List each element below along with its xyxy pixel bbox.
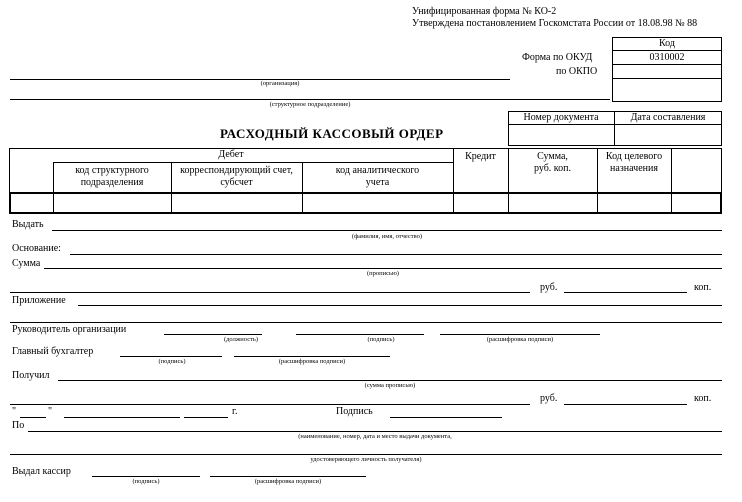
received-sum-caption: (сумма прописью) bbox=[364, 382, 416, 389]
received-sum-field-2[interactable] bbox=[10, 404, 530, 405]
recipient-signature-field[interactable] bbox=[390, 417, 502, 418]
cashier-decode-caption: (расшифровка подписи) bbox=[254, 478, 322, 485]
date-day-field[interactable] bbox=[20, 417, 46, 418]
doc-box-divider bbox=[508, 124, 722, 125]
sum-words-caption: (прописью) bbox=[367, 270, 399, 277]
by-label: По bbox=[12, 420, 25, 431]
head-position-field[interactable] bbox=[164, 334, 262, 335]
sum-label: Сумма bbox=[12, 258, 41, 269]
quote-open: " bbox=[12, 406, 17, 417]
received-rub-label: руб. bbox=[540, 393, 558, 404]
basis-label: Основание: bbox=[12, 243, 61, 254]
codes-divider-2 bbox=[612, 64, 722, 65]
organization-caption: (организация) bbox=[260, 80, 300, 87]
chief-accountant-label: Главный бухгалтер bbox=[12, 346, 94, 357]
head-signature-field[interactable] bbox=[296, 334, 424, 335]
sum-header-2: руб. коп. bbox=[533, 163, 572, 174]
attachment-field[interactable] bbox=[78, 305, 722, 306]
purpose-code-header-2: назначения bbox=[610, 163, 658, 174]
okud-value: 0310002 bbox=[649, 52, 685, 63]
head-position-caption: (должность) bbox=[223, 336, 259, 343]
corr-account-header-2: субсчет bbox=[220, 177, 253, 188]
year-suffix: г. bbox=[232, 406, 238, 417]
doc-date-header: Дата составления bbox=[630, 112, 706, 123]
form-name: Унифицированная форма № КО-2 bbox=[412, 6, 557, 17]
issue-field[interactable] bbox=[52, 230, 722, 231]
cashier-signature-caption: (подпись) bbox=[132, 478, 160, 485]
cashier-label: Выдал кассир bbox=[12, 466, 71, 477]
received-label: Получил bbox=[12, 370, 50, 381]
head-signature-caption: (подпись) bbox=[367, 336, 395, 343]
sum-words-field-2[interactable] bbox=[10, 292, 530, 293]
sum-header-1: Сумма, bbox=[537, 151, 568, 162]
issue-label: Выдать bbox=[12, 219, 44, 230]
separator-line bbox=[10, 322, 722, 323]
head-label: Руководитель организации bbox=[12, 324, 127, 335]
head-decode-field[interactable] bbox=[440, 334, 600, 335]
credit-header: Кредит bbox=[465, 151, 496, 162]
code-header: Код bbox=[659, 38, 675, 49]
division-code-header-1: код структурного bbox=[75, 165, 149, 176]
chief-signature-field[interactable] bbox=[120, 356, 222, 357]
doc-number-header: Номер документа bbox=[523, 112, 599, 123]
codes-divider-3 bbox=[612, 78, 722, 79]
cashier-decode-field[interactable] bbox=[210, 476, 366, 477]
table-row[interactable] bbox=[9, 192, 722, 214]
document-title: РАСХОДНЫЙ КАССОВЫЙ ОРДЕР bbox=[220, 126, 444, 141]
date-year-field[interactable] bbox=[184, 417, 228, 418]
quote-close: " bbox=[48, 406, 53, 417]
division-code-header-2: подразделения bbox=[80, 177, 144, 188]
kop-label: коп. bbox=[694, 282, 712, 293]
id-document-caption-2: удостоверяющего личность получателя) bbox=[310, 456, 422, 463]
codes-divider-1 bbox=[612, 50, 722, 51]
date-month-field[interactable] bbox=[64, 417, 180, 418]
chief-signature-caption: (подпись) bbox=[158, 358, 186, 365]
sum-words-field[interactable] bbox=[44, 268, 722, 269]
signature-label: Подпись bbox=[336, 406, 373, 417]
head-decode-caption: (расшифровка подписи) bbox=[486, 336, 554, 343]
division-field[interactable] bbox=[10, 99, 610, 100]
division-caption: (структурное подразделение) bbox=[269, 101, 351, 108]
okud-label: Форма по ОКУД bbox=[522, 52, 593, 63]
corr-account-header-1: корреспондирующий счет, bbox=[180, 165, 293, 176]
purpose-code-header-1: Код целевого bbox=[605, 151, 663, 162]
analytic-code-header-2: учета bbox=[365, 177, 390, 188]
debit-subheader-line bbox=[53, 162, 453, 163]
chief-decode-caption: (расшифровка подписи) bbox=[278, 358, 346, 365]
attachment-label: Приложение bbox=[12, 295, 66, 306]
fio-caption: (фамилия, имя, отчество) bbox=[351, 233, 423, 240]
kop-field[interactable] bbox=[564, 292, 687, 293]
approval-note: Утверждена постановлением Госкомстата России от 18.08.98 № 88 bbox=[412, 18, 698, 29]
received-sum-field[interactable] bbox=[58, 380, 722, 381]
id-document-caption-1: (наименование, номер, дата и место выдачи документа, bbox=[298, 433, 452, 440]
debit-header: Дебет bbox=[218, 149, 244, 160]
received-kop-label: коп. bbox=[694, 393, 712, 404]
id-document-field-2[interactable] bbox=[10, 454, 722, 455]
chief-decode-field[interactable] bbox=[234, 356, 390, 357]
okpo-label: по ОКПО bbox=[556, 66, 598, 77]
id-document-field[interactable] bbox=[28, 431, 722, 432]
cashier-signature-field[interactable] bbox=[92, 476, 200, 477]
received-kop-field[interactable] bbox=[564, 404, 687, 405]
basis-field[interactable] bbox=[70, 254, 722, 255]
analytic-code-header-1: код аналитического bbox=[335, 165, 420, 176]
rub-label: руб. bbox=[540, 282, 558, 293]
